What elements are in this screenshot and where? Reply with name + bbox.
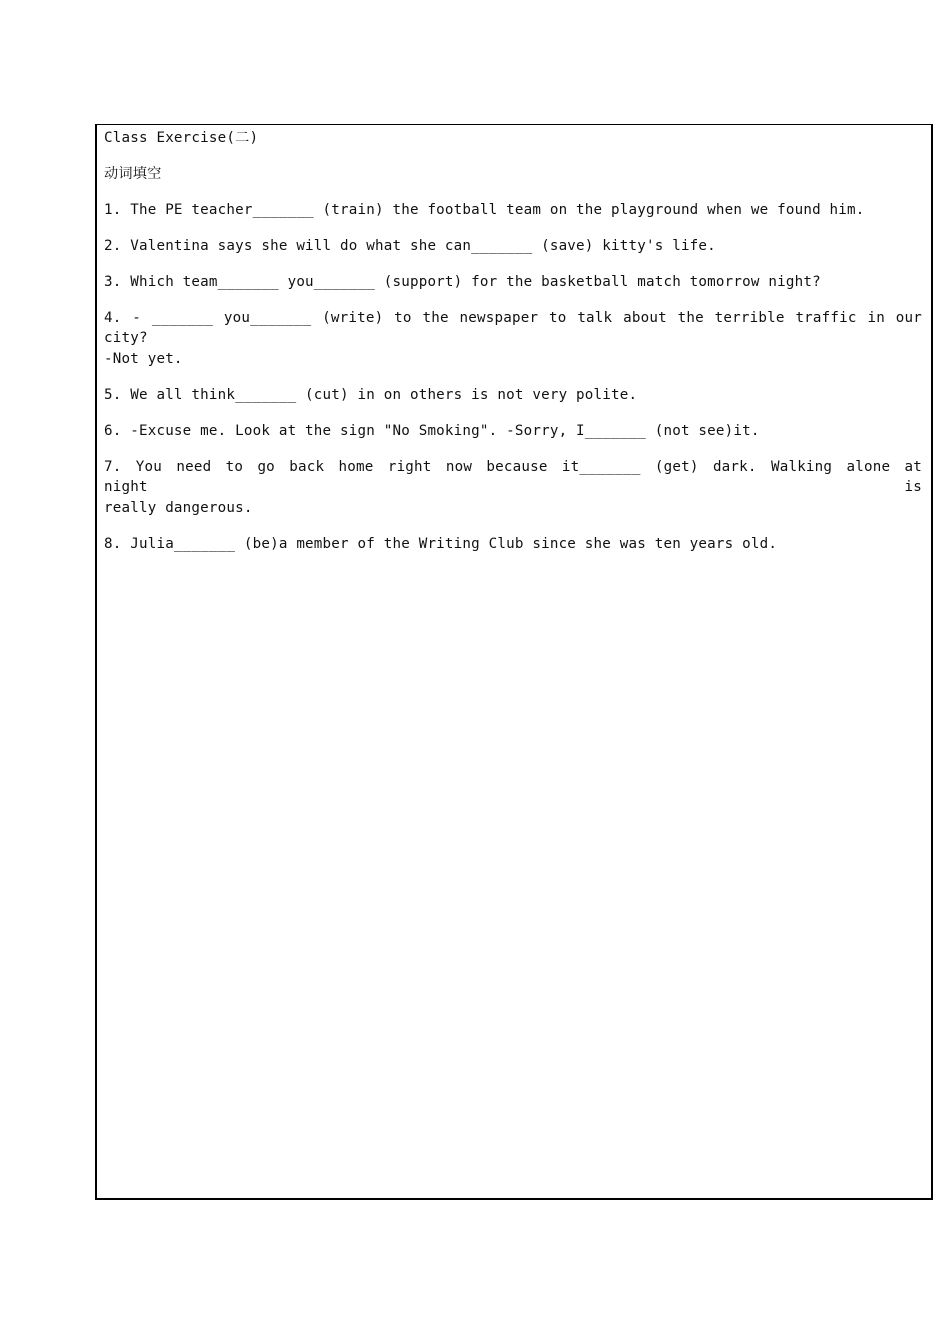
question-7: 7. You need to go back home right now because it_______ (get) dark. Walking alone at night is	[104, 459, 922, 495]
question-7-continuation: really dangerous.	[104, 500, 253, 516]
exercise-title: Class Exercise(二)	[104, 130, 259, 146]
question-4-answer: -Not yet.	[104, 351, 183, 367]
question-1: 1. The PE teacher_______ (train) the football team on the playground when we found him.	[104, 202, 865, 218]
question-6: 6. -Excuse me. Look at the sign "No Smoking". -Sorry, I_______ (not see)it.	[104, 423, 760, 439]
section-heading: 动词填空	[104, 166, 162, 182]
question-3: 3. Which team_______ you_______ (support) for the basketball match tomorrow night?	[104, 274, 821, 290]
question-5: 5. We all think_______ (cut) in on others is not very polite.	[104, 387, 638, 403]
question-2: 2. Valentina says she will do what she can_______ (save) kitty's life.	[104, 238, 716, 254]
question-8: 8. Julia_______ (be)a member of the Writing Club since she was ten years old.	[104, 536, 778, 552]
question-4: 4. - _______ you_______ (write) to the newspaper to talk about the terrible traffic in our city?	[104, 310, 922, 346]
